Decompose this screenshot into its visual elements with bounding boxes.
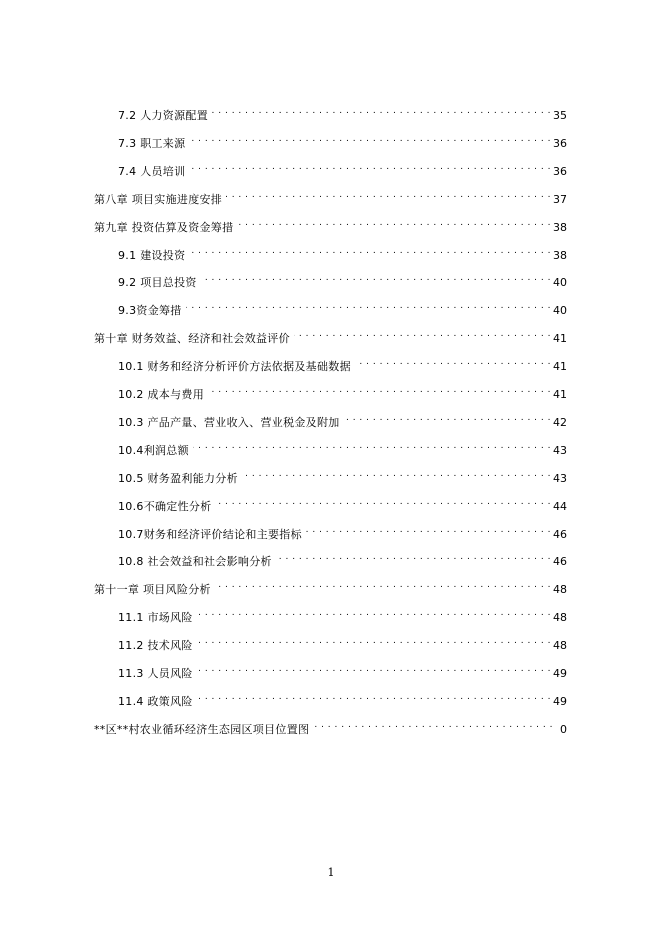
toc-dot-leader: [355, 354, 551, 370]
toc-dot-leader: [242, 466, 551, 482]
toc-entry-page-number: 49: [553, 694, 567, 708]
toc-section-entry[interactable]: [118, 605, 567, 625]
toc-dot-leader: [306, 522, 551, 538]
toc-entry-page-number: 48: [553, 583, 567, 597]
toc-entry-title: 10.6不确定性分析: [118, 499, 212, 513]
toc-entry-title: 9.1 建设投资: [118, 248, 186, 262]
toc-section-entry[interactable]: [118, 382, 567, 401]
toc-entry-page-number: 41: [553, 360, 567, 374]
toc-entry-page-number: 43: [553, 471, 567, 485]
toc-dot-leader: [216, 494, 552, 510]
toc-entry-page-number: 48: [553, 639, 567, 653]
toc-section-entry[interactable]: [118, 661, 567, 680]
toc-entry-page-number: 49: [553, 667, 567, 680]
page-number: 1: [327, 866, 335, 879]
toc-entry-title: 第十章 财务效益、经济和社会效益评价: [94, 332, 290, 346]
toc-entry-title: 9.2 项目总投资: [118, 276, 197, 290]
toc-dot-leader: [276, 549, 551, 565]
toc-dot-leader: [313, 717, 553, 733]
toc-chapter-entry[interactable]: [94, 187, 567, 206]
toc-entry-title: 7.3 职工来源: [118, 136, 186, 150]
toc-entry-title: 10.4利润总额: [118, 443, 189, 457]
toc-entry-title: **区**村农业循环经济生态园区项目位置图: [94, 722, 310, 736]
toc-dot-leader: [208, 382, 551, 398]
toc-entry-title: 7.2 人力资源配置: [118, 109, 208, 122]
toc-dot-leader: [189, 131, 551, 147]
toc-dot-leader: [197, 689, 551, 705]
toc-entry-title: 第十一章 项目风险分析: [94, 583, 211, 597]
toc-entry-title: 第九章 投资估算及资金筹措: [94, 220, 234, 234]
toc-section-entry[interactable]: [118, 438, 567, 457]
toc-entry-title: 10.2 成本与费用: [118, 388, 204, 401]
toc-entry-page-number: 40: [553, 304, 567, 318]
toc-section-entry[interactable]: [118, 131, 567, 150]
toc-chapter-entry[interactable]: [94, 577, 567, 597]
toc-section-entry[interactable]: [118, 522, 567, 541]
toc-chapter-entry[interactable]: [94, 326, 567, 346]
toc-dot-leader: [226, 187, 551, 203]
toc-entry-page-number: 38: [553, 220, 567, 234]
toc-entry-title: 第八章 项目实施进度安排: [94, 192, 223, 206]
toc-dot-leader: [197, 661, 551, 677]
toc-dot-leader: [189, 243, 551, 259]
toc-dot-leader: [197, 605, 551, 621]
toc-entry-page-number: 36: [553, 164, 567, 178]
toc-entry-title: 10.1 财务和经济分析评价方法依据及基础数据: [118, 360, 351, 374]
toc-chapter-entry[interactable]: [94, 215, 567, 234]
toc-section-entry[interactable]: [118, 633, 567, 653]
toc-dot-leader: [212, 103, 551, 119]
toc-dot-leader: [237, 215, 551, 231]
toc-section-entry[interactable]: [118, 689, 567, 708]
toc-entry-title: 7.4 人员培训: [118, 164, 186, 178]
toc-entry-page-number: 35: [553, 109, 567, 122]
toc-section-entry[interactable]: [118, 494, 567, 513]
toc-entry-title: 11.1 市场风险: [118, 611, 193, 625]
toc-section-entry[interactable]: [118, 354, 567, 374]
toc-entry-page-number: 37: [553, 192, 567, 206]
toc-entry-page-number: 46: [553, 555, 567, 569]
toc-dot-leader: [294, 326, 551, 342]
toc-entry-title: 11.3 人员风险: [118, 667, 193, 680]
toc-entry-title: 10.7财务和经济评价结论和主要指标: [118, 527, 302, 541]
toc-dot-leader: [189, 159, 551, 175]
toc-entry-page-number: 44: [553, 499, 567, 513]
toc-section-entry[interactable]: [118, 298, 567, 318]
toc-section-entry[interactable]: [118, 549, 567, 569]
toc-entry-page-number: 38: [553, 248, 567, 262]
toc-dot-leader: [215, 577, 551, 593]
toc-entry-title: 10.3 产品产量、营业收入、营业税金及附加: [118, 415, 340, 429]
toc-dot-leader: [201, 270, 551, 286]
toc-entry-title: 10.5 财务盈利能力分析: [118, 471, 238, 485]
toc-section-entry[interactable]: [118, 270, 567, 290]
toc-dot-leader: [186, 298, 551, 314]
toc-entry-page-number: 40: [553, 276, 567, 290]
toc-section-entry[interactable]: [118, 410, 567, 429]
toc-entry-page-number: 0: [560, 722, 567, 736]
toc-dot-leader: [197, 633, 551, 649]
toc-chapter-entry[interactable]: [94, 717, 567, 736]
toc-section-entry[interactable]: [118, 466, 567, 485]
toc-dot-leader: [344, 410, 551, 426]
toc-entry-title: 11.2 技术风险: [118, 639, 193, 653]
toc-entry-page-number: 48: [553, 611, 567, 625]
toc-entry-page-number: 42: [553, 415, 567, 429]
toc-section-entry[interactable]: [118, 103, 567, 122]
toc-entry-page-number: 46: [553, 527, 567, 541]
toc-entry-page-number: 41: [553, 388, 567, 401]
toc-section-entry[interactable]: [118, 243, 567, 262]
toc-section-entry[interactable]: [118, 159, 567, 178]
toc-entry-page-number: 41: [553, 332, 567, 346]
toc-entry-page-number: 36: [553, 136, 567, 150]
toc-entry-title: 10.8 社会效益和社会影响分析: [118, 555, 272, 569]
toc-dot-leader: [193, 438, 551, 454]
toc-entry-title: 11.4 政策风险: [118, 694, 193, 708]
toc-entry-title: 9.3资金筹措: [118, 304, 182, 318]
toc-entry-page-number: 43: [553, 443, 567, 457]
